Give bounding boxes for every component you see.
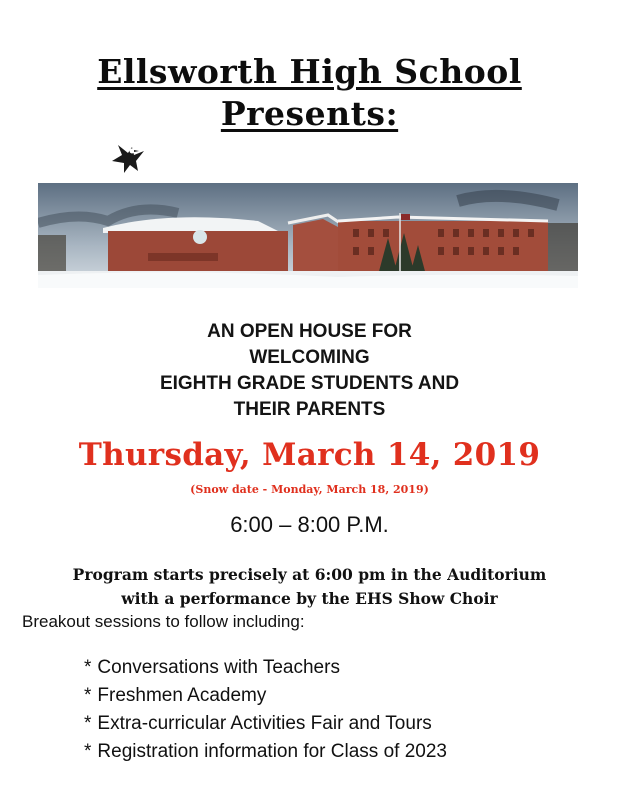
school-title: Ellsworth High School [97, 52, 522, 91]
event-time: 6:00 – 8:00 P.M. [230, 512, 389, 537]
headline-line-3: EIGHTH GRADE STUDENTS AND [159, 373, 460, 394]
headline-line-2: WELCOMING [249, 347, 370, 368]
list-item [84, 710, 447, 738]
eagle-icon [108, 141, 148, 177]
list-item [84, 738, 447, 766]
session-list [84, 654, 447, 766]
presents-title: Presents: [220, 94, 399, 133]
list-item [84, 682, 447, 710]
breakout-intro: Breakout sessions to follow including: [22, 612, 305, 631]
event-date: Thursday, March 14, 2019 [78, 437, 541, 473]
session-label: Extra-curricular Activities Fair and Tours [97, 713, 432, 734]
headline-line-4: THEIR PARENTS [233, 399, 386, 420]
session-label: Freshmen Academy [97, 685, 267, 706]
session-label: Registration information for Class of 2023 [97, 741, 447, 762]
session-label: Conversations with Teachers [97, 657, 340, 678]
snow-date: (Snow date - Monday, March 18, 2019) [190, 483, 429, 496]
school-building-photo [38, 183, 578, 288]
asterisk-icon: * [84, 713, 92, 734]
program-line-2: with a performance by the EHS Show Choir [121, 589, 498, 608]
asterisk-icon: * [84, 741, 92, 762]
asterisk-icon: * [84, 685, 92, 706]
asterisk-icon: * [84, 657, 92, 678]
headline-line-1: AN OPEN HOUSE FOR [207, 321, 412, 342]
list-item [84, 654, 447, 682]
program-line-1: Program starts precisely at 6:00 pm in the Auditorium [72, 565, 547, 584]
